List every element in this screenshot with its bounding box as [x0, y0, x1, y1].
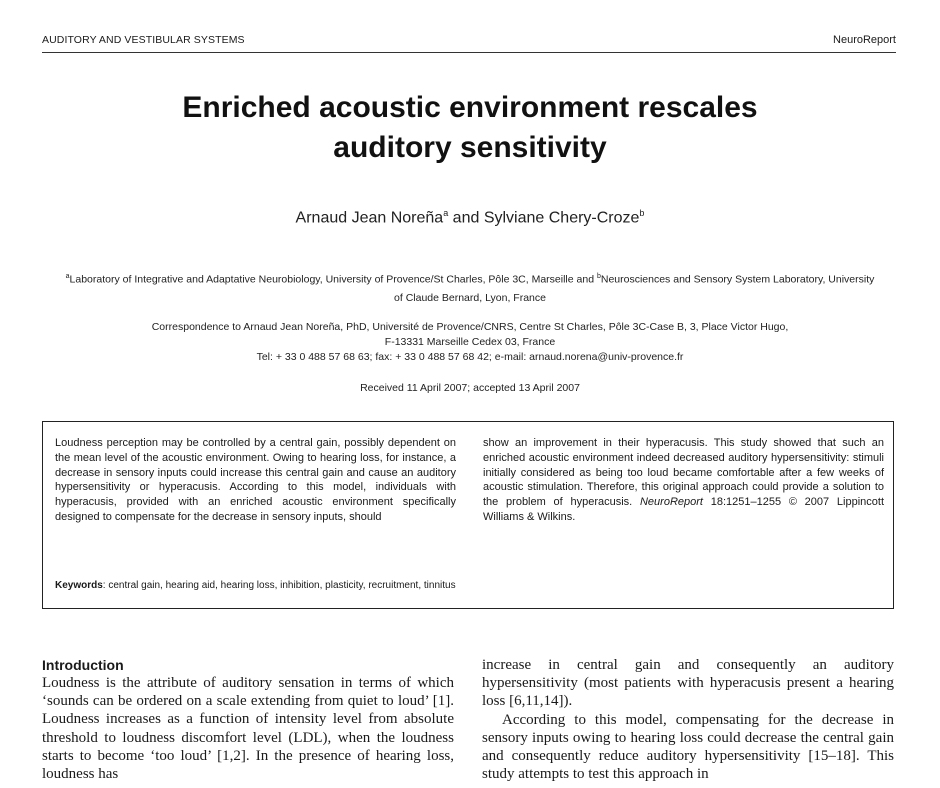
- author-list: [0, 208, 940, 227]
- title-line-2: auditory sensitivity: [333, 131, 607, 164]
- affil-a-text: Laboratory of Integrative and Adaptative Neurobiology, University of Provence/St Charles, Pôle 3C, Marseille and: [69, 273, 597, 286]
- affiliations: [60, 268, 880, 307]
- title-line-1: Enriched acoustic environment rescales: [182, 91, 758, 124]
- journal-name: NeuroReport: [833, 34, 896, 46]
- author-1-affil-marker: a: [443, 208, 449, 218]
- body-right-column: [482, 656, 894, 783]
- intro-paragraph: Loudness is the attribute of auditory sensation in terms of which ‘sounds can be ordered on a scale extending from quiet to loud’ [1]. Loudness increases as a function of intensity level from absolute threshold to loudness discomfort level (LDL), when the loudness starts to become ‘too loud’ [1,2]. In the presence of hearing loss, loudness has: [42, 675, 454, 783]
- affil-b-text: Neurosciences and Sensory System Laboratory, University of Claude Bernard, Lyon, France: [394, 273, 875, 304]
- section-heading: Introduction: [42, 657, 124, 673]
- abstract-right-column: [483, 436, 884, 525]
- author-conjunction: and: [448, 209, 484, 227]
- section-label: AUDITORY AND VESTIBULAR SYSTEMS: [42, 34, 245, 46]
- right-paragraph-1: increase in central gain and consequently an auditory hypersensitivity (most patients with hyperacusis present a hearing loss [6,11,14]).: [482, 657, 894, 710]
- body-left-column: [42, 656, 454, 783]
- abstract-left-column: Loudness perception may be controlled by a central gain, possibly dependent on the mean level of the acoustic environment. Owing to hearing loss, for instance, a decrease in sensory inputs could increase this central gain and cause an auditory hypersensitivity or hyperacusis. According to this model, individuals with hyperacusis, provided with an enriched acoustic environment specifically designed to compensate for the decrease in sensory inputs, should: [55, 437, 456, 523]
- author-2-affil-marker: b: [639, 208, 645, 218]
- affil-b-marker: b: [596, 273, 601, 280]
- running-header: [42, 34, 896, 54]
- received-dates: Received 11 April 2007; accepted 13 April 2007: [360, 382, 580, 394]
- abstract-box: [42, 421, 894, 609]
- correspondence-line-1: Correspondence to Arnaud Jean Noreña, PhD, Université de Provence/CNRS, Centre St Charles, Pôle 3C-Case B, 3, Place Victor Hugo,: [151, 321, 789, 333]
- article-title: [0, 88, 940, 168]
- abstract-journal: NeuroReport: [639, 496, 703, 509]
- affil-a-marker: a: [65, 273, 70, 280]
- author-2: Sylviane Chery-Croze: [483, 209, 640, 227]
- author-1: Arnaud Jean Noreña: [295, 209, 444, 227]
- right-paragraph-2: According to this model, compensating for the decrease in sensory inputs owing to hearing loss could decrease the central gain and consequently reduce auditory hypersensitivity [15–18]. This study attempts to test this approach in: [482, 711, 894, 783]
- keywords-text: : central gain, hearing aid, hearing loss, inhibition, plasticity, recruitment, tinnitus: [102, 580, 456, 591]
- abstract-citation: 18:1251–1255 © 2007 Lippincott Williams & Wilkins.: [483, 496, 884, 523]
- correspondence: [60, 320, 880, 365]
- correspondence-line-2: F-13331 Marseille Cedex 03, France: [384, 336, 556, 348]
- keywords-label: Keywords: [55, 580, 103, 591]
- abstract-right-text: show an improvement in their hyperacusis. This study showed that such an enriched acoustic environment indeed decreased auditory hypersensitivity: stimuli initially considered as being too loud became comfortable after a few weeks of acoustic stimulation. Therefore, this original approach could provide a solution to the problem of hyperacusis.: [483, 437, 884, 509]
- header-rule: [42, 52, 896, 53]
- keywords: [55, 580, 456, 591]
- correspondence-line-3: Tel: + 33 0 488 57 68 63; fax: + 33 0 488 57 68 42; e-mail: arnaud.norena@univ-provence.fr: [256, 351, 684, 363]
